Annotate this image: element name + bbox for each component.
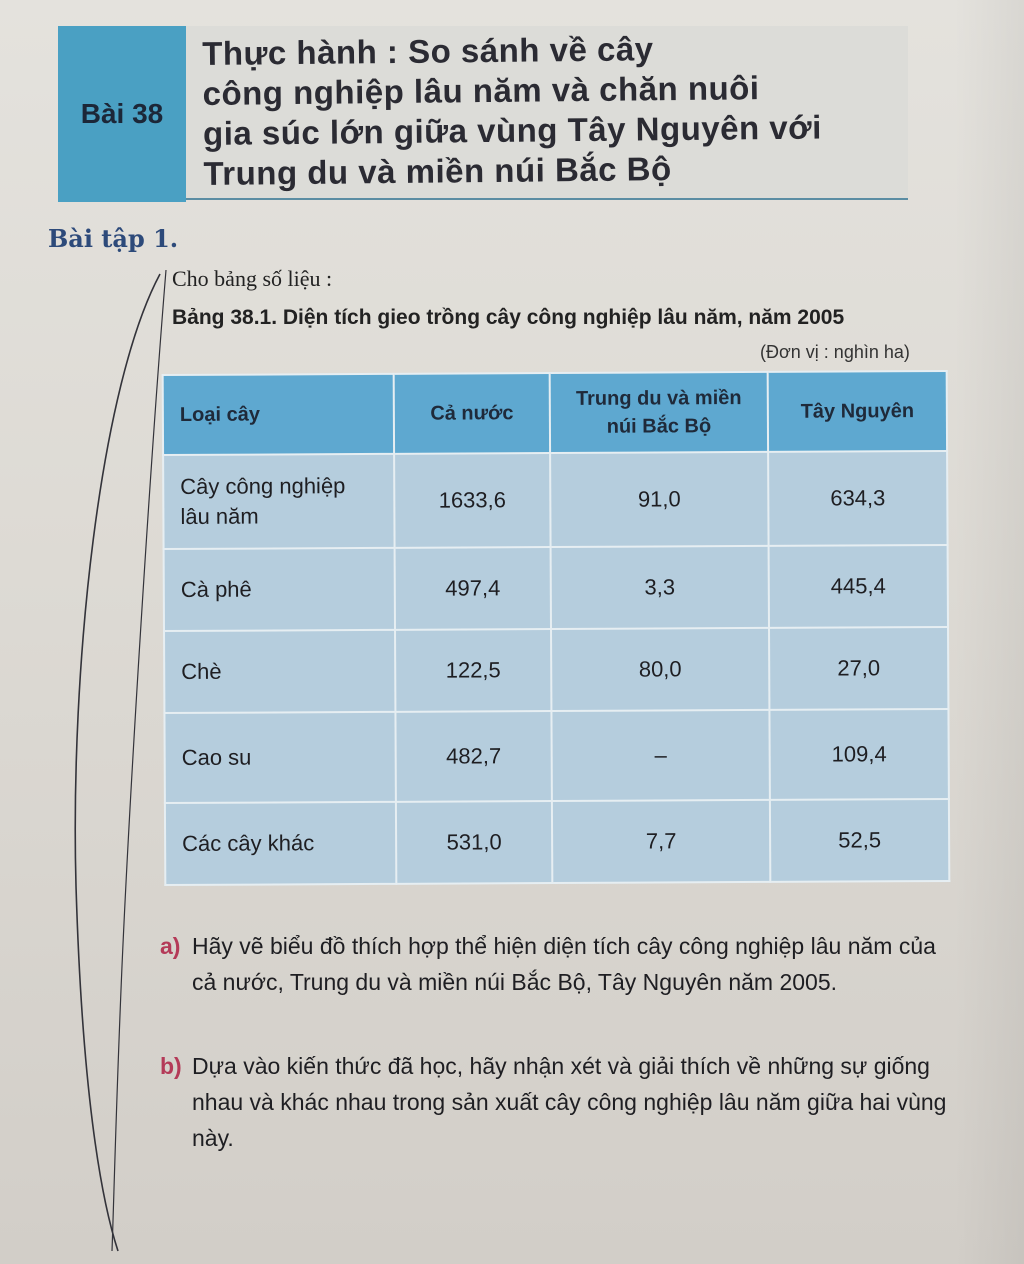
question-a <box>160 928 960 1000</box>
table-cell: Cà phê <box>164 548 395 631</box>
column-header: Tây Nguyên <box>768 371 947 452</box>
intro-text: Cho bảng số liệu : <box>172 266 333 291</box>
table-cell: 91,0 <box>550 452 768 547</box>
question-label: a) <box>160 933 181 959</box>
column-header: Cả nước <box>394 373 550 454</box>
table-cell: 80,0 <box>551 628 769 711</box>
table-cell: 7,7 <box>552 800 770 883</box>
table-cell: 482,7 <box>395 711 551 802</box>
title-line: Thực hành : So sánh về cây <box>202 30 654 72</box>
column-header: Trung du và miền núi Bắc Bộ <box>550 372 768 453</box>
column-header: Loại cây <box>163 374 394 455</box>
title-line: gia súc lớn giữa vùng Tây Nguyên với <box>202 108 822 152</box>
lesson-title <box>202 27 884 194</box>
table-cell: 531,0 <box>396 801 552 884</box>
question-text: Hãy vẽ biểu đồ thích hợp thể hiện diện tích cây công nghiệp lâu năm của cả nước, Trung du và miền núi Bắc Bộ, Tây Nguyên năm 2005. <box>192 933 936 995</box>
lesson-title-block <box>58 26 908 202</box>
title-line: Trung du và miền núi Bắc Bộ <box>203 150 672 192</box>
exercise-heading: Bài tập 1. <box>48 224 179 253</box>
table-cell: 109,4 <box>769 709 948 800</box>
table-caption: Bảng 38.1. Diện tích gieo trồng cây công nghiệp lâu năm, năm 2005 <box>172 306 845 329</box>
table-cell: Các cây khác <box>165 802 396 885</box>
table-row <box>165 799 949 885</box>
table-cell: 27,0 <box>769 627 948 710</box>
table-header-row <box>163 371 947 455</box>
table-row <box>164 709 948 803</box>
table-cell: Chè <box>164 630 395 713</box>
question-text: Dựa vào kiến thức đã học, hãy nhận xét và giải thích về những sự giống nhau và khác nhau trong sản xuất cây công nghiệp lâu năm giữa hai vùng này. <box>192 1053 947 1151</box>
page-edge-shadow <box>954 0 1024 1264</box>
question-label: b) <box>160 1053 182 1079</box>
title-panel <box>186 26 908 200</box>
table-cell: 497,4 <box>395 547 551 630</box>
table-cell: Cao su <box>164 712 395 803</box>
table-row <box>164 627 948 713</box>
lesson-label: Bài 38 <box>80 98 164 129</box>
table-cell: – <box>551 710 769 801</box>
table-cell: 445,4 <box>769 545 948 628</box>
table-cell: 1633,6 <box>394 453 550 548</box>
table-cell: 122,5 <box>395 629 551 712</box>
data-table <box>162 370 951 886</box>
table-cell: 52,5 <box>770 799 949 882</box>
table-row <box>164 545 948 631</box>
question-b <box>160 1048 960 1156</box>
table-cell: 3,3 <box>551 546 769 629</box>
table-row <box>163 451 947 549</box>
table-cell: 634,3 <box>768 451 947 546</box>
lesson-badge <box>58 26 186 202</box>
table-cell: Cây công nghiệp lâu năm <box>163 454 394 549</box>
unit-note: (Đơn vị : nghìn ha) <box>760 342 910 362</box>
title-line: công nghiệp lâu năm và chăn nuôi <box>202 69 760 112</box>
